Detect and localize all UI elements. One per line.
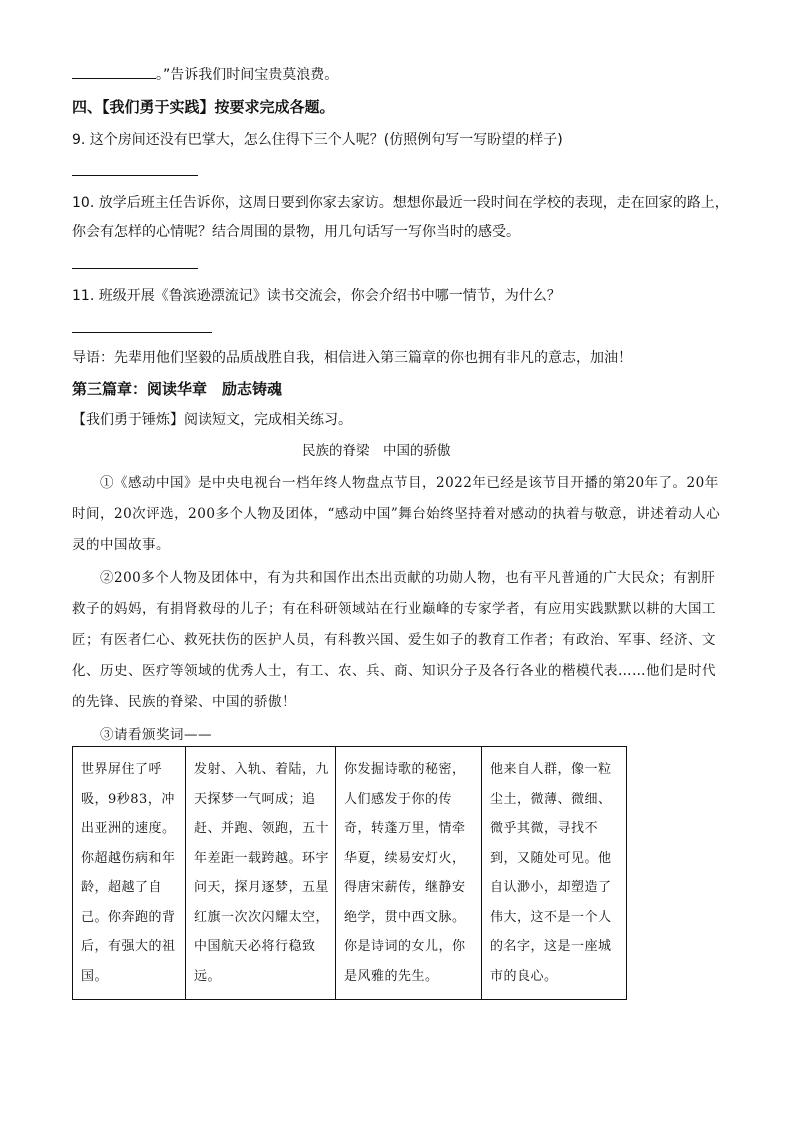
chapter-3-title: 第三篇章：阅读华章 励志铸魂 [72,380,283,398]
article-paragraph-1 [72,468,722,561]
article-paragraph-2 [72,563,722,718]
paragraph-3-text: ③请看颁奖词—— [100,727,212,743]
award-speech-table [72,746,627,1000]
section-4-title: 四、【我们勇于实践】按要求完成各题。 [72,98,335,116]
answer-line-10[interactable] [72,268,198,269]
fill-blank[interactable] [72,64,156,79]
award-cell-3: 你发掘诗歌的秘密，人们感发于你的传奇，转蓬万里，情牵华夏，续易安灯火，得唐宋薪传，继静安绝学，贯中西文脉。你是诗词的女儿，你是风雅的先生。 [336,747,482,1000]
table-row [73,747,627,1000]
practice-instruction: 【我们勇于锤炼】阅读短文，完成相关练习。 [72,412,352,428]
answer-line-9[interactable] [72,175,198,176]
previous-question-tail [72,64,732,86]
question-10-line-1: 10. 放学后班主任告诉你，这周日要到你家去家访。想想你最近一段时间在学校的表现，走在回家的路上， [72,195,729,211]
previous-question-text: 。”告诉我们时间宝贵莫浪费。 [156,67,339,83]
paragraph-2-text: ②200多个人物及团体中，有为共和国作出杰出贡献的功勋人物，也有平凡普通的广大民众；有割肝救子的妈妈，有捐肾救母的儿子；有在科研领域站在行业巅峰的专家学者，有应用实践默默以耕的大国工匠；有医者仁心、救死扶伤的医护人员，有科教兴国、爱生如子的教育工作者；有政治、军事、经济、文化、历史、医疗等领域的优秀人士，有工、农、兵、商、知识分子及各行各业的楷模代表……他们是时代的先锋、民族的脊梁、中国的骄傲！ [72,570,716,710]
question-10-line-2: 你会有怎样的心情呢？结合周围的景物，用几句话写一写你当时的感受。 [72,224,520,240]
award-cell-4: 他来自人群，像一粒尘土，微薄、微细、微乎其微，寻找不到，又随处可见。他自认渺小，却塑造了伟大，这不是一个人的名字，这是一座城市的良心。 [482,747,627,1000]
guide-text: 导语：先辈用他们坚毅的品质战胜自我，相信进入第三篇章的你也拥有非凡的意志，加油！ [72,350,632,366]
award-cell-2: 发射、入轨、着陆，九天探梦一气呵成；追赶、并跑、领跑，五十年差距一载跨越。环宇问天，探月逐梦，五星红旗一次次闪耀太空，中国航天必将行稳致远。 [186,747,336,1000]
paragraph-1-text: ①《感动中国》是中央电视台一档年终人物盘点节目，2022年已经是该节目开播的第20年了。20年时间，20次评选，200多个人物及团体，“感动中国”舞台始终坚持着对感动的执着与敬意，讲述着动人心灵的中国故事。 [72,475,721,553]
article-title: 民族的脊梁 中国的骄傲 [302,443,451,459]
question-11: 11. 班级开展《鲁滨逊漂流记》读书交流会，你会介绍书中哪一情节，为什么？ [72,288,561,304]
award-cell-1: 世界屏住了呼吸，9秒83，冲出亚洲的速度。你超越伤病和年龄，超越了自己。你奔跑的背后，有强大的祖国。 [73,747,186,1000]
answer-line-11[interactable] [72,332,212,333]
question-9: 9. 这个房间还没有巴掌大，怎么住得下三个人呢？(仿照例句写一写盼望的样子) [72,132,563,148]
